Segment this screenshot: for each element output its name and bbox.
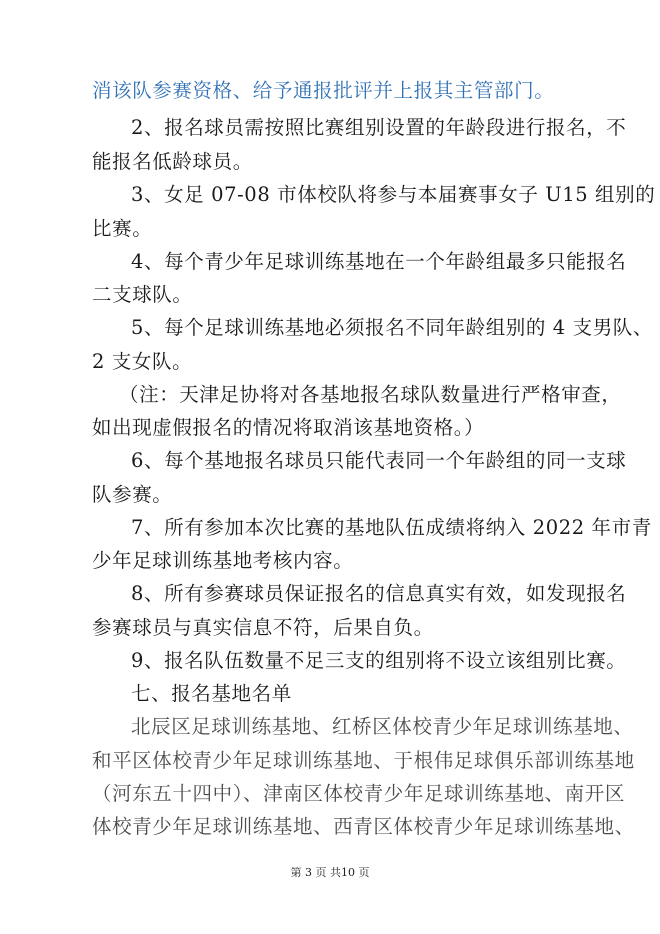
paragraph-line: 8、所有参赛球员保证报名的信息真实有效，如发现报名 <box>131 582 627 605</box>
paragraph-line: 体校青少年足球训练基地、西青区体校青少年足球训练基地、 <box>92 815 635 838</box>
paragraph-line: 比赛。 <box>92 217 153 240</box>
paragraph-line: 参赛球员与真实信息不符，后果自负。 <box>92 616 434 639</box>
paragraph-line: 消该队参赛资格、给予通报批评并上报其主管部门。 <box>92 79 555 102</box>
paragraph-line: 队参赛。 <box>92 483 173 506</box>
paragraph-line: 能报名低龄球员。 <box>92 150 253 173</box>
paragraph-line: 9、报名队伍数量不足三支的组别将不设立该组别比赛。 <box>131 649 627 672</box>
paragraph-line: 6、每个基地报名球员只能代表同一个年龄组的同一支球 <box>131 449 627 472</box>
paragraph-line: 2、报名球员需按照比赛组别设置的年龄段进行报名，不 <box>131 116 627 139</box>
page-number-footer: 第 3 页 共10 页 <box>290 866 370 879</box>
paragraph-line: 北辰区足球训练基地、红桥区体校青少年足球训练基地、 <box>131 715 634 738</box>
paragraph-line: 少年足球训练基地考核内容。 <box>92 549 354 572</box>
paragraph-line: 3、女足 07-08 市体校队将参与本届赛事女子 U15 组别的 <box>131 183 656 206</box>
paragraph-line: 4、每个青少年足球训练基地在一个年龄组最多只能报名 <box>131 250 627 273</box>
paragraph-line: 如出现虚假报名的情况将取消该基地资格。） <box>92 416 485 439</box>
paragraph-line: 二支球队。 <box>92 283 193 306</box>
paragraph-line: 2 支女队。 <box>92 350 193 373</box>
paragraph-line: （河东五十四中）、津南区体校青少年足球训练基地、南开区 <box>92 782 625 805</box>
paragraph-line: 7、所有参加本次比赛的基地队伍成绩将纳入 2022 年市青 <box>131 516 652 539</box>
paragraph-line: 5、每个足球训练基地必须报名不同年龄组别的 4 支男队、 <box>131 316 654 339</box>
paragraph-line: （注：天津足协将对各基地报名球队数量进行严格审查， <box>119 383 622 406</box>
section-heading: 七、报名基地名单 <box>131 682 292 705</box>
paragraph-line: 和平区体校青少年足球训练基地、于根伟足球俱乐部训练基地 <box>92 749 635 772</box>
